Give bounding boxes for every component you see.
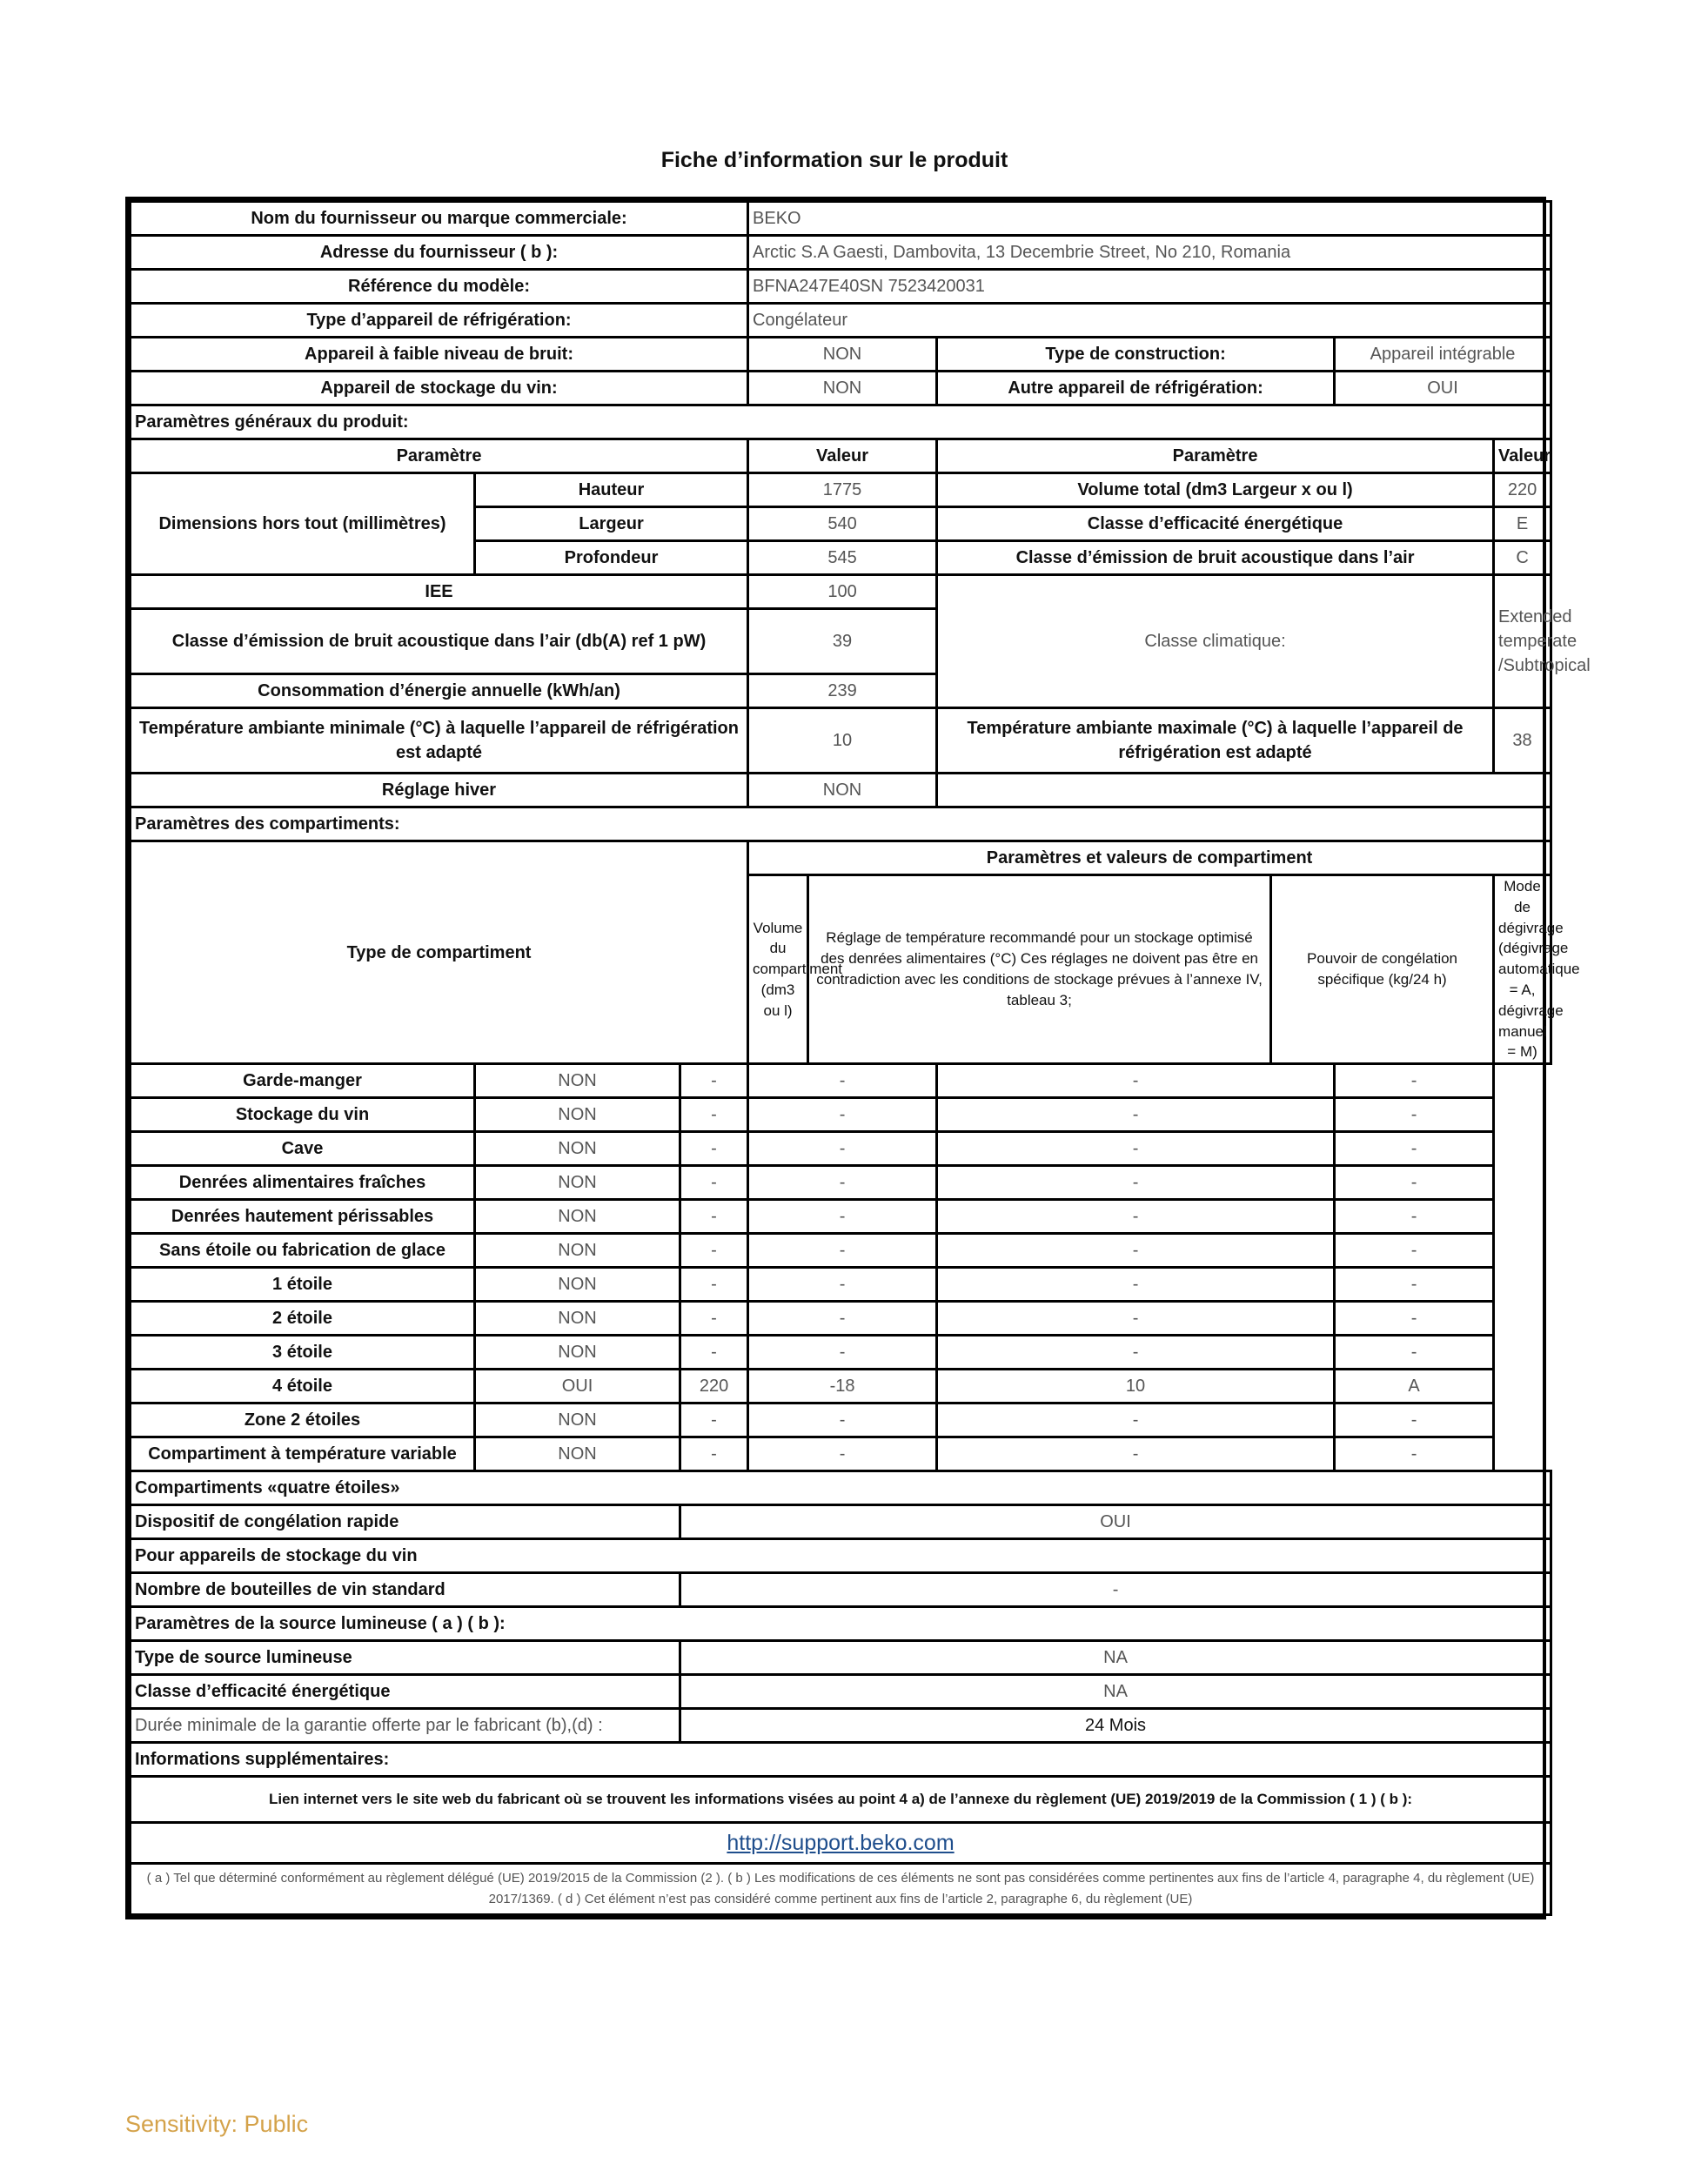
comp-defrost: - [1335,1437,1494,1471]
param-value: 220 [1494,473,1551,507]
comp-present: NON [475,1437,680,1471]
comp-volume: - [680,1404,748,1437]
general-section-title: Paramètres généraux du produit: [131,405,1551,439]
supplier-value: BEKO [748,202,1551,236]
compartment-row [131,1098,1551,1132]
compartments-section-title: Paramètres des compartiments: [131,807,1551,841]
comp-present: NON [475,1064,680,1098]
comp-present: NON [475,1268,680,1302]
param2-header: Paramètre [937,439,1494,473]
appliance-type-row [131,304,1551,338]
comp-present: NON [475,1404,680,1437]
appliance-type-value: Congélateur [748,304,1551,338]
comp-name: 3 étoile [131,1336,475,1370]
address-row [131,236,1551,270]
supplier-label: Nom du fournisseur ou marque commerciale: [131,202,748,236]
compartment-row [131,1437,1551,1471]
other-appliance-value: OUI [1335,372,1551,405]
iee-row [131,575,1551,609]
param-value: C [1494,541,1551,575]
general-header-row [131,439,1551,473]
light-class-row [131,1675,1551,1709]
noise-emission-label: Classe d’émission de bruit acoustique dans l’air (db(A) ref 1 pW) [131,609,748,674]
temperature-row [131,708,1551,774]
comp-present: NON [475,1336,680,1370]
noise-emission-value: 39 [748,609,937,674]
dimension-name: Hauteur [475,473,748,507]
comp-name: Denrées hautement périssables [131,1200,475,1234]
comp-type-header: Type de compartiment [131,841,748,1064]
wine-storage-value: NON [748,372,937,405]
comp-defrost-header: Mode de dégivrage (dégivrage automatique = A, dégivrage manuel = M) [1494,875,1551,1064]
comp-freeze-header: Pouvoir de congélation spécifique (kg/24 h) [1271,875,1494,1064]
compartment-row [131,1336,1551,1370]
iee-label: IEE [131,575,748,609]
energy-label: Consommation d’énergie annuelle (kWh/an) [131,674,748,708]
comp-temp: - [748,1132,937,1166]
comp-temp: - [748,1200,937,1234]
comp-defrost: - [1335,1302,1494,1336]
comp-freeze: - [937,1404,1335,1437]
low-noise-value: NON [748,338,937,372]
comp-defrost: - [1335,1234,1494,1268]
climate-value: Extended temperate /Subtropical [1494,575,1551,708]
comp-temp: - [748,1302,937,1336]
other-appliance-label: Autre appareil de réfrigération: [937,372,1335,405]
comp-defrost: - [1335,1098,1494,1132]
light-class-value: NA [680,1675,1551,1709]
iee-value: 100 [748,575,937,609]
comp-name: Denrées alimentaires fraîches [131,1166,475,1200]
dimension-row [131,473,1551,507]
support-link[interactable]: http://support.beko.com [727,1830,955,1855]
empty-cell [937,774,1551,807]
param-header: Paramètre [131,439,748,473]
comp-volume: - [680,1302,748,1336]
comp-freeze: - [937,1234,1335,1268]
construction-value: Appareil intégrable [1335,338,1551,372]
comp-name: 1 étoile [131,1268,475,1302]
warranty-row [131,1709,1551,1743]
comp-temp: - [748,1404,937,1437]
temp-min-value: 10 [748,708,937,774]
compartment-row [131,1404,1551,1437]
page-title: Fiche d’information sur le produit [660,148,1008,172]
dimension-name: Largeur [475,507,748,541]
comp-defrost: A [1335,1370,1494,1404]
comp-freeze: - [937,1200,1335,1234]
comp-freeze: - [937,1437,1335,1471]
param-value: E [1494,507,1551,541]
comp-volume: 220 [680,1370,748,1404]
comp-volume: - [680,1200,748,1234]
winter-value: NON [748,774,937,807]
supplier-row [131,202,1551,236]
comp-present: NON [475,1234,680,1268]
comp-name: 2 étoile [131,1302,475,1336]
comp-freeze: - [937,1132,1335,1166]
comp-temp: - [748,1336,937,1370]
dimension-value: 540 [748,507,937,541]
compartment-row [131,1234,1551,1268]
climate-label: Classe climatique: [937,575,1494,708]
light-type-value: NA [680,1641,1551,1675]
comp-present: NON [475,1166,680,1200]
dimension-value: 545 [748,541,937,575]
comp-group-header-row [131,841,1551,875]
wine-section-title: Pour appareils de stockage du vin [131,1539,1551,1573]
comp-freeze: 10 [937,1370,1335,1404]
dimension-value: 1775 [748,473,937,507]
comp-name: 4 étoile [131,1370,475,1404]
comp-present: NON [475,1098,680,1132]
dimensions-label: Dimensions hors tout (millimètres) [131,473,475,575]
compartment-row [131,1370,1551,1404]
comp-volume: - [680,1437,748,1471]
light-class-label: Classe d’efficacité énergétique [131,1675,680,1709]
comp-freeze: - [937,1098,1335,1132]
wine-storage-row [131,372,1551,405]
model-row [131,270,1551,304]
compartment-row [131,1064,1551,1098]
value2-header: Valeur [1494,439,1551,473]
comp-temp: -18 [748,1370,937,1404]
comp-temp: - [748,1064,937,1098]
winter-row [131,774,1551,807]
light-section-title: Paramètres de la source lumineuse ( a ) ( b ): [131,1607,1551,1641]
comp-freeze: - [937,1166,1335,1200]
comp-temp-header: Réglage de température recommandé pour un stockage optimisé des denrées alimentaires (°C) Ces réglages ne doivent pas être en contradiction avec les conditions de stockage prévues à l’annexe IV, tableau 3; [808,875,1271,1064]
comp-present: OUI [475,1370,680,1404]
comp-present: NON [475,1302,680,1336]
comp-present: NON [475,1132,680,1166]
comp-volume-header: Volume du compartiment (dm3 ou l) [748,875,808,1064]
compartment-row [131,1268,1551,1302]
dimension-name: Profondeur [475,541,748,575]
comp-name: Sans étoile ou fabrication de glace [131,1234,475,1268]
comp-volume: - [680,1132,748,1166]
bottles-value: - [680,1573,1551,1607]
temp-min-label: Température ambiante minimale (°C) à laquelle l’appareil de réfrigération est adapté [131,708,748,774]
comp-volume: - [680,1166,748,1200]
light-type-label: Type de source lumineuse [131,1641,680,1675]
compartment-row [131,1302,1551,1336]
low-noise-label: Appareil à faible niveau de bruit: [131,338,748,372]
light-type-row [131,1641,1551,1675]
address-label: Adresse du fournisseur ( b ): [131,236,748,270]
address-value: Arctic S.A Gaesti, Dambovita, 13 Decembrie Street, No 210, Romania [748,236,1551,270]
rapid-freeze-row [131,1505,1551,1539]
info-section-title: Informations supplémentaires: [131,1743,1551,1777]
comp-defrost: - [1335,1404,1494,1437]
comp-name: Cave [131,1132,475,1166]
comp-freeze: - [937,1064,1335,1098]
comp-volume: - [680,1268,748,1302]
param-label: Volume total (dm3 Largeur x ou l) [937,473,1494,507]
comp-temp: - [748,1437,937,1471]
param-label: Classe d’émission de bruit acoustique dans l’air [937,541,1494,575]
energy-value: 239 [748,674,937,708]
comp-temp: - [748,1098,937,1132]
bottles-label: Nombre de bouteilles de vin standard [131,1573,680,1607]
low-noise-row [131,338,1551,372]
compartment-row [131,1166,1551,1200]
comp-temp: - [748,1166,937,1200]
comp-volume: - [680,1064,748,1098]
param-label: Classe d’efficacité énergétique [937,507,1494,541]
comp-name: Compartiment à température variable [131,1437,475,1471]
support-link-cell [131,1823,1551,1864]
warranty-value: 24 Mois [680,1709,1551,1743]
rapid-freeze-value: OUI [680,1505,1551,1539]
temp-max-label: Température ambiante maximale (°C) à laquelle l’appareil de réfrigération est adapté [937,708,1494,774]
comp-temp: - [748,1234,937,1268]
rapid-freeze-label: Dispositif de congélation rapide [131,1505,680,1539]
comp-defrost: - [1335,1336,1494,1370]
warranty-label: Durée minimale de la garantie offerte par le fabricant (b),(d) : [131,1709,680,1743]
comp-present: NON [475,1200,680,1234]
comp-name: Zone 2 étoiles [131,1404,475,1437]
value-header: Valeur [748,439,937,473]
comp-freeze: - [937,1336,1335,1370]
comp-freeze: - [937,1302,1335,1336]
wine-storage-label: Appareil de stockage du vin: [131,372,748,405]
construction-label: Type de construction: [937,338,1335,372]
model-label: Référence du modèle: [131,270,748,304]
temp-max-value: 38 [1494,708,1551,774]
comp-temp: - [748,1268,937,1302]
bottles-row [131,1573,1551,1607]
info-table [129,200,1591,1916]
model-value: BFNA247E40SN 7523420031 [748,270,1551,304]
comp-volume: - [680,1234,748,1268]
comp-defrost: - [1335,1166,1494,1200]
compartment-row [131,1132,1551,1166]
comp-defrost: - [1335,1064,1494,1098]
footnote: ( a ) Tel que déterminé conformément au règlement délégué (UE) 2019/2015 de la Commission (2 ). ( b ) Les modifications de ces éléments ne sont pas considérées comme pertinentes aux fins de l’article 4, paragraphe 4, du règlement (UE) 2017/1369. ( d ) Cet élément n’est pas considéré comme pertinent aux fins de l’article 2, paragraphe 6, du règlement (UE) [131,1864,1551,1915]
compartment-row [131,1200,1551,1234]
winter-label: Réglage hiver [131,774,748,807]
comp-volume: - [680,1098,748,1132]
comp-name: Stockage du vin [131,1098,475,1132]
link-description: Lien internet vers le site web du fabricant où se trouvent les informations visées au point 4 a) de l’annexe du règlement (UE) 2019/2019 de la Commission ( 1 ) ( b ): [131,1777,1551,1823]
comp-name: Garde-manger [131,1064,475,1098]
comp-defrost: - [1335,1200,1494,1234]
product-info-sheet [125,197,1591,1919]
comp-volume: - [680,1336,748,1370]
comp-freeze: - [937,1268,1335,1302]
sensitivity-label: Sensitivity: Public [125,2111,309,2137]
comp-defrost: - [1335,1132,1494,1166]
appliance-type-label: Type d’appareil de réfrigération: [131,304,748,338]
comp-group-header: Paramètres et valeurs de compartiment [748,841,1551,875]
comp-defrost: - [1335,1268,1494,1302]
four-star-title: Compartiments «quatre étoiles» [131,1471,1551,1505]
